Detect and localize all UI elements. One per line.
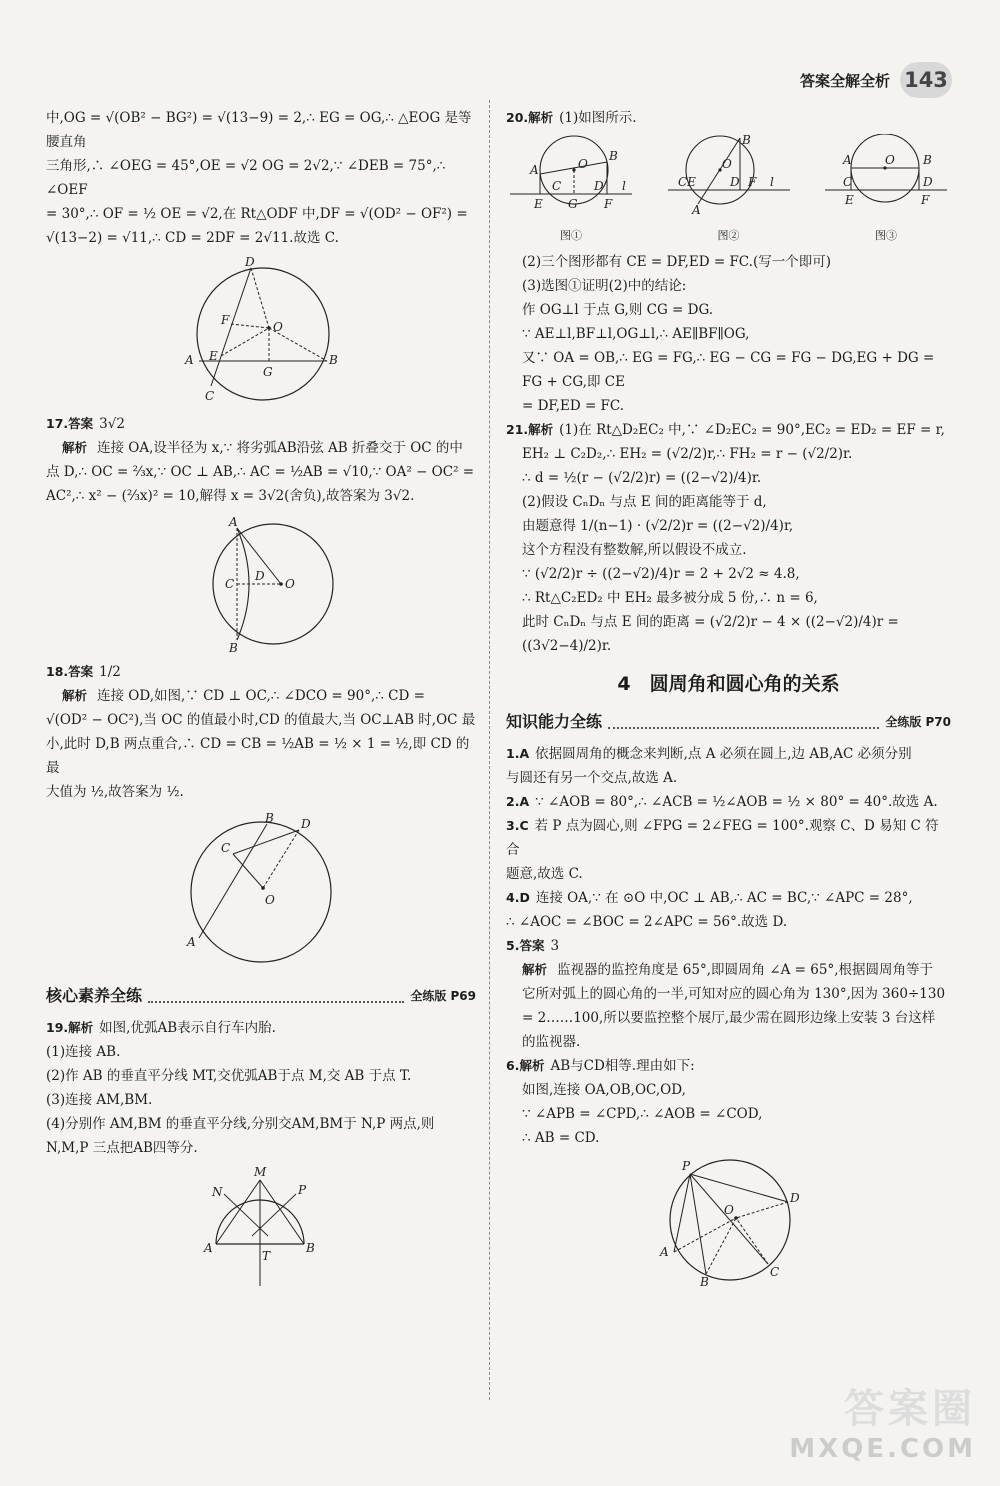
q5-answer: 3	[550, 938, 560, 954]
svg-text:B: B	[741, 134, 751, 147]
svg-text:A: A	[187, 935, 196, 949]
svg-text:C: C	[769, 1265, 779, 1279]
text-line: (4)分别作 AM,BM 的垂直平分线,分别交AM,BM于 N,P 两点,则	[46, 1116, 435, 1132]
text-line: 监视器的监控角度是 65°,即圆周角 ∠A = 65°,根据圆周角等于	[557, 962, 933, 978]
svg-text:D: D	[729, 175, 740, 189]
text-line: 连接 OD,如图,∵ CD ⊥ OC,∴ ∠DCO = 90°,∴ CD =	[97, 688, 425, 704]
q18-answer: 1/2	[99, 664, 121, 680]
q20-number: 20.解析	[506, 110, 554, 125]
figure-q18	[46, 810, 476, 970]
svg-text:O: O	[578, 157, 588, 171]
text-line: 若 P 点为圆心,则 ∠FPG = 2∠FEG = 100°.观察 C、D 易知 C 符合	[506, 818, 939, 858]
page-header	[800, 62, 952, 98]
text-line: ∵ (√2/2)r ÷ ((2−√2)/4)r = 2 + 2√2 ≈ 4.8,	[522, 566, 800, 582]
svg-text:A: A	[691, 203, 701, 216]
right-column	[506, 106, 951, 1292]
svg-text:B: B	[609, 149, 618, 163]
svg-text:A: A	[843, 153, 852, 167]
text-line: ∴ Rt△C₂ED₂ 中 EH₂ 最多被分成 5 份,∴ n = 6,	[522, 590, 818, 606]
svg-text:A: A	[530, 163, 539, 177]
svg-text:O: O	[723, 1203, 734, 1217]
svg-text:D: D	[255, 569, 265, 583]
svg-text:F: F	[747, 175, 756, 189]
svg-text:E: E	[534, 197, 543, 211]
text-line: ∴ AB = CD.	[522, 1130, 600, 1146]
svg-text:l: l	[622, 179, 626, 193]
watermark-line: 答案圈	[844, 1386, 976, 1432]
q5-number: 5.答案	[506, 938, 545, 953]
text-line: 小,此时 D,B 两点重合,∴ CD = CB = ½AB = ½ × 1 = ½,即 CD 的最	[46, 736, 470, 776]
svg-text:B: B	[265, 811, 274, 825]
svg-text:A: A	[229, 515, 238, 529]
text-line: (1)在 Rt△D₂EC₂ 中,∵ ∠D₂EC₂ = 90°,EC₂ = ED₂ = EF = r,	[559, 422, 945, 438]
text-line: N,M,P 三点把AB四等分.	[46, 1140, 198, 1156]
text-line: 又∵ OA = OB,∴ EG = FG,∴ EG − CG = FG − DG,EG + DG = FG + CG,即 CE	[522, 350, 935, 390]
svg-text:G: G	[568, 197, 578, 211]
svg-text:F: F	[921, 193, 930, 207]
figure-caption: 图②	[717, 229, 740, 242]
svg-text:CE: CE	[677, 175, 696, 189]
text-line: 的监视器.	[522, 1034, 581, 1050]
left-column	[46, 106, 476, 1302]
svg-text:D: D	[245, 256, 255, 269]
text-line: ∵ ∠AOB = 80°,∴ ∠ACB = ½∠AOB = ½ × 80° = 40°.故选 A.	[535, 794, 938, 810]
text-line: 三角形,∴ ∠OEG = 45°,OE = √2 OG = 2√2,∵ ∠DEB = 75°,∴ ∠OEF	[46, 158, 446, 198]
text-line: 它所对弧上的圆心角的一半,可知对应的圆心角为 130°,因为 360÷130	[522, 986, 946, 1002]
q5-label: 解析	[522, 962, 548, 977]
section-heading	[46, 984, 476, 1008]
svg-text:G: G	[263, 365, 273, 379]
svg-text:l: l	[769, 175, 774, 189]
text-line: = 30°,∴ OF = ½ OE = √2,在 Rt△ODF 中,DF = √(OD² − OF²) =	[46, 206, 468, 222]
text-line: 连接 OA,设半径为 x,∵ 将劣弧AB沿弦 AB 折叠交于 OC 的中	[97, 440, 463, 456]
text-line: 如图,连接 OA,OB,OC,OD,	[522, 1082, 686, 1098]
section-heading	[506, 710, 951, 734]
svg-text:O: O	[285, 577, 295, 591]
item-number: 4.D	[506, 890, 530, 905]
figure-1	[506, 134, 636, 248]
text-line: ∵ AE⊥l,BF⊥l,OG⊥l,∴ AE∥BF∥OG,	[522, 326, 750, 342]
svg-text:C: C	[205, 389, 215, 403]
text-line: 如图,优弧AB表示自行车内胎.	[99, 1020, 276, 1036]
svg-text:D: D	[923, 175, 933, 189]
text-line: 依据圆周角的概念来判断,点 A 必须在圆上,边 AB,AC 必须分别	[535, 746, 912, 762]
figure-3	[821, 134, 951, 248]
section-ref: 全练版 P70	[885, 715, 951, 729]
svg-text:F: F	[604, 197, 613, 211]
watermark	[789, 1377, 976, 1464]
text-line: 作 OG⊥l 于点 G,则 CG = DG.	[522, 302, 714, 318]
svg-text:D: D	[301, 817, 311, 831]
svg-text:N: N	[212, 1185, 223, 1199]
text-line: 连接 OA,∵ 在 ⊙O 中,OC ⊥ AB,∴ AC = BC,∵ ∠APC = 28°,	[535, 890, 913, 906]
text-line: (1)如图所示.	[559, 110, 637, 126]
figure-2	[664, 134, 794, 248]
svg-text:D: D	[594, 179, 604, 193]
svg-text:O: O	[265, 893, 275, 907]
text-line: (2)假设 CₙDₙ 与点 E 间的距离能等于 d,	[522, 494, 767, 510]
q18-label: 解析	[62, 688, 88, 703]
svg-text:A: A	[659, 1245, 669, 1259]
item-number: 2.A	[506, 794, 530, 809]
text-line: (3)选图①证明(2)中的结论:	[522, 278, 687, 294]
svg-text:P: P	[681, 1159, 690, 1173]
text-line: 点 D,∴ OC = ⅔x,∵ OC ⊥ AB,∴ AC = ½AB = √10,∵ OA² − OC² =	[46, 464, 475, 480]
q17-label: 解析	[62, 440, 88, 455]
svg-text:A: A	[204, 1241, 213, 1255]
svg-text:B: B	[306, 1241, 315, 1255]
svg-text:D: D	[789, 1191, 800, 1205]
svg-text:O: O	[273, 320, 283, 334]
svg-text:T: T	[262, 1249, 271, 1263]
text-line: 题意,故选 C.	[506, 866, 583, 882]
watermark-line: MXQE.COM	[789, 1434, 976, 1464]
text-line: (3)连接 AM,BM.	[46, 1092, 153, 1108]
svg-text:C: C	[221, 841, 231, 855]
figure-q20-row	[506, 134, 951, 248]
svg-text:C: C	[225, 577, 235, 591]
text-line: 与圆还有另一个交点,故选 A.	[506, 770, 678, 786]
q6-number: 6.解析	[506, 1058, 545, 1073]
svg-text:B: B	[329, 353, 338, 367]
text-line: ∵ ∠APB = ∠CPD,∴ ∠AOB = ∠COD,	[522, 1106, 763, 1122]
text-line: 大值为 ½,故答案为 ½.	[46, 784, 184, 800]
text-line: √(OD² − OC²),当 OC 的值最小时,CD 的值最大,当 OC⊥AB 时,OC 最	[46, 712, 476, 728]
q19-number: 19.解析	[46, 1020, 94, 1035]
chapter-title: 4 圆周角和圆心角的关系	[617, 673, 840, 695]
svg-text:F: F	[221, 313, 230, 327]
q17-number: 17.答案	[46, 416, 94, 431]
text-line: 由题意得 1/(n−1) · (√2/2)r = ((2−√2)/4)r,	[522, 518, 794, 534]
figure-q17	[46, 514, 476, 654]
svg-text:E: E	[845, 193, 854, 207]
section-title: 核心素养全练	[46, 986, 143, 1005]
column-divider	[489, 100, 490, 1400]
text-line: √(13−2) = √11,∴ CD = 2DF = 2√11.故选 C.	[46, 230, 339, 246]
figure-caption: 图③	[875, 229, 897, 242]
text-line: EH₂ ⊥ C₂D₂,∴ EH₂ = (√2/2)r,∴ FH₂ = r − (√2/2)r.	[522, 446, 853, 462]
dotted-leader	[608, 727, 879, 729]
text-line: (2)三个图形都有 CE = DF,ED = FC.(写一个即可)	[522, 254, 831, 270]
text-line: ∴ d = ½(r − (√2/2)r) = ((2−√2)/4)r.	[522, 470, 762, 486]
svg-text:A: A	[185, 353, 194, 367]
figure-caption: 图①	[560, 229, 582, 242]
text-line: (2)作 AB 的垂直平分线 MT,交优弧AB于点 M,交 AB 于点 T.	[46, 1068, 412, 1084]
svg-text:C: C	[552, 179, 562, 193]
text-line: AC²,∴ x² − (⅔x)² = 10,解得 x = 3√2(舍负),故答案为 3√2.	[46, 488, 415, 504]
figure-q6	[506, 1156, 951, 1286]
text-line: = DF,ED = FC.	[522, 398, 625, 414]
item-number: 3.C	[506, 818, 529, 833]
q18-number: 18.答案	[46, 664, 94, 679]
figure-q16	[46, 256, 476, 406]
svg-text:M: M	[254, 1166, 267, 1179]
q17-answer: 3√2	[99, 416, 125, 432]
text-line: = 2……100,所以要监控整个展厅,最少需在圆形边缘上安装 3 台这样	[522, 1010, 936, 1026]
svg-text:B: B	[699, 1275, 709, 1286]
svg-text:O: O	[885, 153, 895, 167]
text-line: 此时 CₙDₙ 与点 E 间的距离 = (√2/2)r − 4 × ((2−√2)/4)r = ((3√2−4)/2)r.	[522, 614, 899, 654]
dotted-leader	[148, 1001, 404, 1003]
section-ref: 全练版 P69	[410, 989, 476, 1003]
svg-text:B: B	[229, 641, 238, 654]
page-number: 143	[900, 62, 952, 98]
svg-text:B: B	[923, 153, 932, 167]
section-title: 知识能力全练	[506, 712, 603, 731]
text-line: 中,OG = √(OB² − BG²) = √(13−9) = 2,∴ EG = OG,∴ △EOG 是等腰直角	[46, 110, 472, 150]
q21-number: 21.解析	[506, 422, 554, 437]
text-line: 这个方程没有整数解,所以假设不成立.	[522, 542, 747, 558]
svg-text:P: P	[298, 1183, 307, 1197]
svg-text:O: O	[721, 157, 732, 171]
svg-text:E: E	[209, 349, 218, 363]
item-number: 1.A	[506, 746, 530, 761]
text-line: AB与CD相等.理由如下:	[550, 1058, 695, 1074]
header-title: 答案全解全析	[799, 71, 890, 90]
text-line: (1)连接 AB.	[46, 1044, 121, 1060]
figure-q19	[46, 1166, 476, 1296]
text-line: ∴ ∠AOC = ∠BOC = 2∠APC = 56°.故选 D.	[506, 914, 788, 930]
svg-text:C: C	[843, 175, 853, 189]
